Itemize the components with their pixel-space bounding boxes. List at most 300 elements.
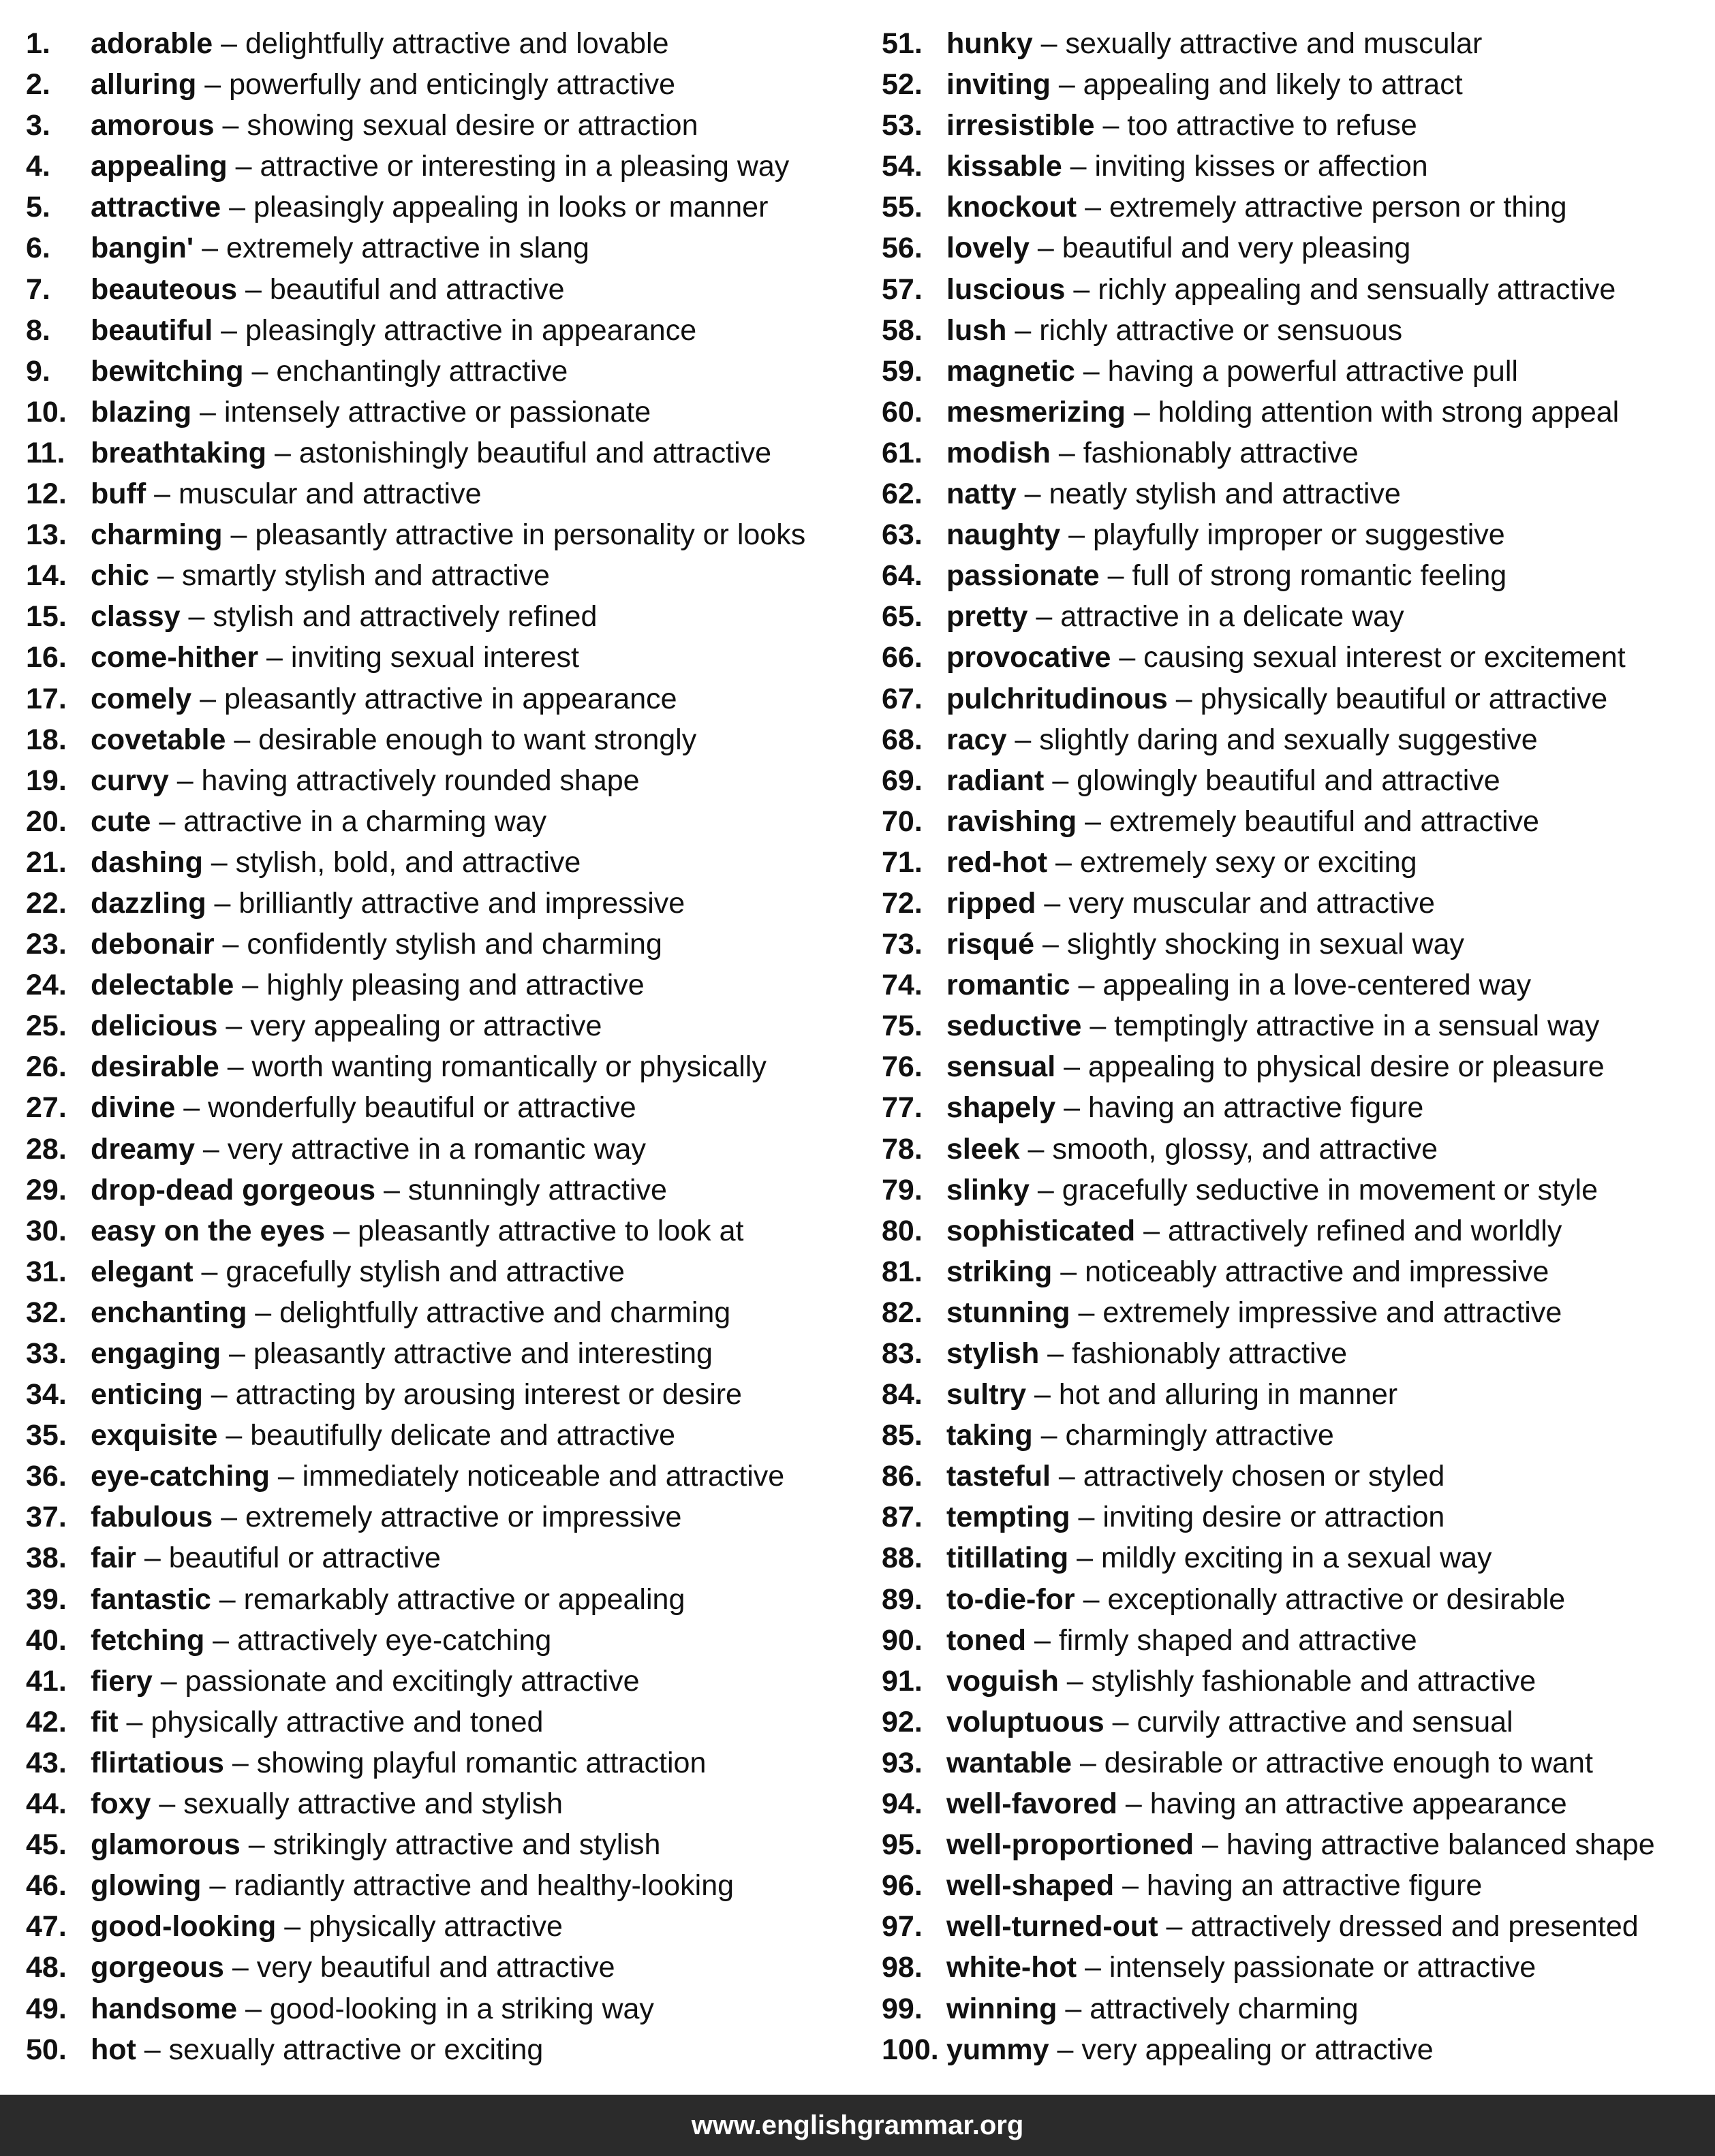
item-definition: – pleasantly attractive in appearance (191, 682, 677, 715)
item-number: 53. (882, 109, 923, 142)
list-item (26, 965, 864, 1005)
item-definition: – temptingly attractive in a sensual way (1081, 1010, 1600, 1043)
item-number: 8. (26, 313, 50, 347)
list-item (882, 801, 1715, 842)
item-number: 2. (26, 68, 50, 101)
list-item (26, 555, 864, 596)
item-number: 98. (882, 1951, 923, 1984)
item-number: 89. (882, 1582, 923, 1616)
item-number: 49. (26, 1992, 67, 2025)
list-item (26, 760, 864, 801)
item-number: 35. (26, 1419, 67, 1452)
item-word: attractive (91, 191, 221, 224)
item-word: covetable (91, 723, 226, 756)
item-definition: – beautiful and attractive (237, 272, 565, 306)
item-definition: – having a powerful attractive pull (1075, 354, 1518, 388)
item-definition: – extremely impressive and attractive (1070, 1296, 1562, 1329)
item-definition: – beautiful or attractive (136, 1542, 441, 1575)
item-word: exquisite (91, 1419, 218, 1452)
list-item (882, 760, 1715, 801)
item-number: 45. (26, 1828, 67, 1862)
item-word: glamorous (91, 1828, 241, 1862)
item-word: amorous (91, 109, 215, 142)
item-number: 22. (26, 886, 67, 920)
list-item (882, 1620, 1715, 1661)
item-word: fit (91, 1705, 119, 1738)
item-number: 28. (26, 1132, 67, 1166)
item-word: drop-dead gorgeous (91, 1173, 376, 1206)
item-word: delicious (91, 1010, 218, 1043)
item-number: 91. (882, 1664, 923, 1698)
item-number: 84. (882, 1378, 923, 1411)
item-definition: – delightfully attractive and charming (247, 1296, 731, 1329)
list-item (882, 1087, 1715, 1128)
list-item (26, 1865, 864, 1906)
item-word: irresistible (946, 109, 1095, 142)
list-item (26, 1743, 864, 1783)
list-item (882, 1702, 1715, 1743)
list-item (882, 965, 1715, 1005)
item-number: 4. (26, 150, 50, 183)
list-item (882, 1292, 1715, 1333)
item-word: modish (946, 436, 1051, 469)
list-item (26, 1620, 864, 1661)
item-definition: – gracefully seductive in movement or style (1029, 1173, 1598, 1206)
item-number: 37. (26, 1501, 67, 1534)
list-item (26, 883, 864, 924)
item-definition: – sexually attractive and muscular (1032, 27, 1483, 60)
item-word: good-looking (91, 1910, 277, 1943)
item-definition: – attractive in a charming way (151, 804, 547, 838)
item-number: 36. (26, 1460, 67, 1493)
item-definition: – confidently stylish and charming (214, 928, 662, 961)
list-item (882, 1661, 1715, 1702)
item-word: flirtatious (91, 1746, 224, 1779)
footer-bar (0, 2095, 1715, 2156)
item-definition: – appealing in a love-centered way (1070, 969, 1532, 1002)
list-item (26, 1210, 864, 1251)
list-item (26, 64, 864, 105)
item-number: 24. (26, 969, 67, 1002)
item-number: 39. (26, 1582, 67, 1616)
item-number: 27. (26, 1091, 67, 1125)
item-number: 68. (882, 723, 923, 756)
item-number: 23. (26, 928, 67, 961)
item-definition: – strikingly attractive and stylish (240, 1828, 661, 1862)
item-word: titillating (946, 1542, 1069, 1575)
item-word: come-hither (91, 641, 259, 674)
item-number: 88. (882, 1542, 923, 1575)
item-word: cute (91, 804, 151, 838)
item-definition: – playfully improper or suggestive (1060, 518, 1505, 552)
item-definition: – firmly shaped and attractive (1026, 1623, 1417, 1657)
item-word: desirable (91, 1050, 219, 1084)
list-item (26, 1988, 864, 2029)
list-item (882, 842, 1715, 883)
list-item (26, 1005, 864, 1046)
list-item (26, 1046, 864, 1087)
list-item (882, 392, 1715, 433)
item-number: 25. (26, 1010, 67, 1043)
item-definition: – sexually attractive and stylish (151, 1787, 563, 1821)
item-number: 70. (882, 804, 923, 838)
item-definition: – very muscular and attractive (1036, 886, 1435, 920)
item-definition: – very appealing or attractive (1049, 2033, 1434, 2066)
item-definition: – highly pleasing and attractive (234, 969, 645, 1002)
item-word: well-shaped (946, 1869, 1115, 1903)
list-item (882, 1988, 1715, 2029)
item-word: dashing (91, 845, 203, 879)
item-word: fetching (91, 1623, 205, 1657)
item-word: seductive (946, 1010, 1082, 1043)
item-number: 12. (26, 478, 67, 511)
list-item (26, 392, 864, 433)
item-word: pulchritudinous (946, 682, 1168, 715)
list-item (882, 433, 1715, 473)
item-definition: – having an attractive figure (1055, 1091, 1424, 1125)
item-word: eye-catching (91, 1460, 270, 1493)
item-number: 40. (26, 1623, 67, 1657)
item-number: 26. (26, 1050, 67, 1084)
list-item (26, 1824, 864, 1865)
item-word: elegant (91, 1255, 194, 1288)
list-item (882, 1005, 1715, 1046)
item-definition: – muscular and attractive (146, 478, 482, 511)
item-definition: – showing playful romantic attraction (223, 1746, 707, 1779)
item-definition: – astonishingly beautiful and attractive (266, 436, 772, 469)
item-definition: – pleasantly attractive and interesting (221, 1337, 713, 1370)
list-item (882, 924, 1715, 965)
item-number: 95. (882, 1828, 923, 1862)
item-word: lush (946, 313, 1007, 347)
item-definition: – having attractive balanced shape (1194, 1828, 1655, 1862)
item-word: radiant (946, 764, 1045, 797)
list-item (882, 1374, 1715, 1415)
item-definition: – immediately noticeable and attractive (269, 1460, 785, 1493)
item-word: ravishing (946, 804, 1077, 838)
item-number: 82. (882, 1296, 923, 1329)
item-word: wantable (946, 1746, 1072, 1779)
item-word: naughty (946, 518, 1061, 552)
item-number: 21. (26, 845, 67, 879)
item-number: 73. (882, 928, 923, 961)
item-number: 65. (882, 600, 923, 634)
list-item (882, 23, 1715, 64)
item-definition: – pleasingly attractive in appearance (213, 313, 697, 347)
item-definition: – desirable or attractive enough to want (1072, 1746, 1593, 1779)
list-item (882, 351, 1715, 392)
item-number: 80. (882, 1214, 923, 1247)
item-definition: – appealing and likely to attract (1050, 68, 1463, 101)
list-item (882, 64, 1715, 105)
list-item (26, 514, 864, 555)
item-word: yummy (946, 2033, 1049, 2066)
item-word: easy on the eyes (91, 1214, 326, 1247)
item-word: sultry (946, 1378, 1027, 1411)
item-word: chic (91, 559, 150, 593)
item-definition: – appealing to physical desire or pleasure (1055, 1050, 1605, 1084)
list-item (26, 801, 864, 842)
item-number: 55. (882, 191, 923, 224)
item-number: 1. (26, 27, 50, 60)
item-definition: – extremely sexy or exciting (1047, 845, 1417, 879)
item-number: 6. (26, 232, 50, 265)
list-item (26, 1906, 864, 1947)
item-number: 77. (882, 1091, 923, 1125)
item-word: knockout (946, 191, 1077, 224)
item-number: 51. (882, 27, 923, 60)
item-number: 96. (882, 1869, 923, 1903)
item-number: 17. (26, 682, 67, 715)
item-number: 63. (882, 518, 923, 552)
item-number: 85. (882, 1419, 923, 1452)
item-word: dreamy (91, 1132, 195, 1166)
item-word: magnetic (946, 354, 1075, 388)
item-number: 56. (882, 232, 923, 265)
item-number: 69. (882, 764, 923, 797)
item-number: 32. (26, 1296, 67, 1329)
item-word: fantastic (91, 1582, 211, 1616)
item-number: 60. (882, 395, 923, 428)
item-definition: – extremely attractive or impressive (213, 1501, 682, 1534)
item-word: passionate (946, 559, 1100, 593)
item-definition: – delightfully attractive and lovable (213, 27, 669, 60)
item-definition: – smartly stylish and attractive (149, 559, 550, 593)
list-item (882, 1947, 1715, 1988)
list-item (882, 269, 1715, 310)
item-word: voluptuous (946, 1705, 1104, 1738)
item-definition: – attractively dressed and presented (1158, 1910, 1639, 1943)
item-definition: – exceptionally attractive or desirable (1075, 1582, 1566, 1616)
list-item (882, 596, 1715, 637)
item-definition: – full of strong romantic feeling (1099, 559, 1507, 593)
item-number: 92. (882, 1705, 923, 1738)
item-word: engaging (91, 1337, 221, 1370)
list-item (26, 842, 864, 883)
item-word: kissable (946, 150, 1062, 183)
item-definition: – slightly shocking in sexual way (1034, 928, 1465, 961)
list-item (882, 1210, 1715, 1251)
list-item (882, 105, 1715, 146)
item-number: 18. (26, 723, 67, 756)
list-item (26, 596, 864, 637)
list-item (26, 269, 864, 310)
item-definition: – physically beautiful or attractive (1167, 682, 1608, 715)
list-item (26, 637, 864, 678)
list-item (26, 1129, 864, 1170)
item-number: 93. (882, 1746, 923, 1779)
item-definition: – extremely beautiful and attractive (1077, 804, 1539, 838)
item-number: 71. (882, 845, 923, 879)
item-word: dazzling (91, 886, 206, 920)
item-definition: – desirable enough to want strongly (226, 723, 697, 756)
item-number: 42. (26, 1705, 67, 1738)
list-item (26, 1374, 864, 1415)
item-number: 16. (26, 641, 67, 674)
item-word: hunky (946, 27, 1033, 60)
item-definition: – powerfully and enticingly attractive (196, 68, 675, 101)
list-item (882, 146, 1715, 187)
list-item (882, 1415, 1715, 1456)
item-word: ripped (946, 886, 1036, 920)
list-item (26, 1661, 864, 1702)
item-definition: – hot and alluring in manner (1026, 1378, 1398, 1411)
list-item (882, 473, 1715, 514)
item-number: 5. (26, 191, 50, 224)
item-word: beautiful (91, 313, 213, 347)
item-definition: – good-looking in a striking way (237, 1992, 654, 2025)
item-word: luscious (946, 272, 1066, 306)
list-item (882, 1170, 1715, 1210)
item-definition: – extremely attractive in slang (194, 232, 589, 265)
list-item (26, 1497, 864, 1537)
item-definition: – smooth, glossy, and attractive (1019, 1132, 1438, 1166)
item-definition: – beautifully delicate and attractive (217, 1419, 676, 1452)
list-item (882, 1783, 1715, 1824)
list-item (882, 1333, 1715, 1374)
item-word: blazing (91, 395, 192, 428)
item-word: adorable (91, 27, 213, 60)
item-definition: – neatly stylish and attractive (1016, 478, 1401, 511)
item-word: winning (946, 1992, 1057, 2025)
item-definition: – showing sexual desire or attraction (214, 109, 698, 142)
item-number: 48. (26, 1951, 67, 1984)
item-word: glowing (91, 1869, 202, 1903)
item-number: 30. (26, 1214, 67, 1247)
item-word: enticing (91, 1378, 203, 1411)
item-definition: – holding attention with strong appeal (1125, 395, 1620, 428)
list-item (26, 23, 864, 64)
item-number: 15. (26, 600, 67, 634)
item-number: 57. (882, 272, 923, 306)
list-item (882, 1129, 1715, 1170)
item-definition: – stunningly attractive (375, 1173, 667, 1206)
item-number: 7. (26, 272, 50, 306)
item-definition: – fashionably attractive (1050, 436, 1359, 469)
item-word: handsome (91, 1992, 238, 2025)
item-definition: – slightly daring and sexually suggestive (1006, 723, 1538, 756)
item-definition: – attractive in a delicate way (1028, 600, 1404, 634)
item-number: 10. (26, 395, 67, 428)
item-word: buff (91, 478, 146, 511)
item-number: 47. (26, 1910, 67, 1943)
item-number: 78. (882, 1132, 923, 1166)
item-number: 76. (882, 1050, 923, 1084)
item-number: 72. (882, 886, 923, 920)
item-number: 43. (26, 1746, 67, 1779)
item-number: 38. (26, 1542, 67, 1575)
item-definition: – pleasingly appealing in looks or manner (221, 191, 769, 224)
item-definition: – sexually attractive or exciting (136, 2033, 544, 2066)
item-definition: – extremely attractive person or thing (1077, 191, 1567, 224)
item-definition: – curvily attractive and sensual (1104, 1705, 1513, 1738)
list-item (26, 433, 864, 473)
item-number: 64. (882, 559, 923, 593)
list-item (26, 146, 864, 187)
item-word: sophisticated (946, 1214, 1136, 1247)
item-number: 13. (26, 518, 67, 552)
item-number: 87. (882, 1501, 923, 1534)
list-item (882, 2029, 1715, 2070)
list-item (26, 228, 864, 268)
item-number: 66. (882, 641, 923, 674)
list-item (26, 1333, 864, 1374)
item-word: bewitching (91, 354, 244, 388)
item-number: 61. (882, 436, 923, 469)
item-word: appealing (91, 150, 228, 183)
item-word: charming (91, 518, 223, 552)
item-number: 3. (26, 109, 50, 142)
item-number: 75. (882, 1010, 923, 1043)
item-number: 29. (26, 1173, 67, 1206)
item-definition: – very beautiful and attractive (223, 1951, 615, 1984)
item-number: 100. (882, 2033, 939, 2066)
list-item (26, 1783, 864, 1824)
item-number: 81. (882, 1255, 923, 1288)
item-definition: – mildly exciting in a sexual way (1068, 1542, 1492, 1575)
list-item (26, 1579, 864, 1620)
item-definition: – physically attractive and toned (118, 1705, 544, 1738)
item-definition: – enchantingly attractive (243, 354, 568, 388)
item-word: breathtaking (91, 436, 267, 469)
item-word: taking (946, 1419, 1033, 1452)
item-number: 34. (26, 1378, 67, 1411)
item-number: 58. (882, 313, 923, 347)
item-word: debonair (91, 928, 215, 961)
list-item (26, 2029, 864, 2070)
item-definition: – very appealing or attractive (217, 1010, 602, 1043)
item-definition: – remarkably attractive or appealing (211, 1582, 685, 1616)
item-word: sleek (946, 1132, 1020, 1166)
item-number: 62. (882, 478, 923, 511)
item-number: 41. (26, 1664, 67, 1698)
item-word: enchanting (91, 1296, 247, 1329)
item-number: 83. (882, 1337, 923, 1370)
item-word: shapely (946, 1091, 1056, 1125)
list-item (882, 555, 1715, 596)
list-item (882, 1251, 1715, 1292)
item-word: striking (946, 1255, 1053, 1288)
list-item (26, 473, 864, 514)
item-word: tempting (946, 1501, 1070, 1534)
list-item (26, 1415, 864, 1456)
item-word: fair (91, 1542, 136, 1575)
list-item (26, 1537, 864, 1578)
item-word: lovely (946, 232, 1030, 265)
item-word: well-favored (946, 1787, 1117, 1821)
list-item (26, 351, 864, 392)
item-definition: – richly appealing and sensually attractive (1065, 272, 1616, 306)
item-definition: – fashionably attractive (1039, 1337, 1347, 1370)
list-item (26, 187, 864, 228)
item-word: toned (946, 1623, 1027, 1657)
item-definition: – worth wanting romantically or physically (219, 1050, 767, 1084)
item-definition: – gracefully stylish and attractive (193, 1255, 625, 1288)
item-number: 54. (882, 150, 923, 183)
item-number: 46. (26, 1869, 67, 1903)
item-word: alluring (91, 68, 197, 101)
footer-url[interactable]: www.englishgrammar.org (691, 2110, 1024, 2140)
item-definition: – stylish, bold, and attractive (202, 845, 581, 879)
item-definition: – physically attractive (276, 1910, 563, 1943)
word-list-column-right (882, 23, 1715, 2070)
word-list-column-left (26, 23, 864, 2070)
list-item (26, 1456, 864, 1497)
item-definition: – causing sexual interest or excitement (1111, 641, 1626, 674)
item-definition: – having attractively rounded shape (168, 764, 640, 797)
item-definition: – having an attractive figure (1114, 1869, 1483, 1903)
item-word: romantic (946, 969, 1070, 1002)
